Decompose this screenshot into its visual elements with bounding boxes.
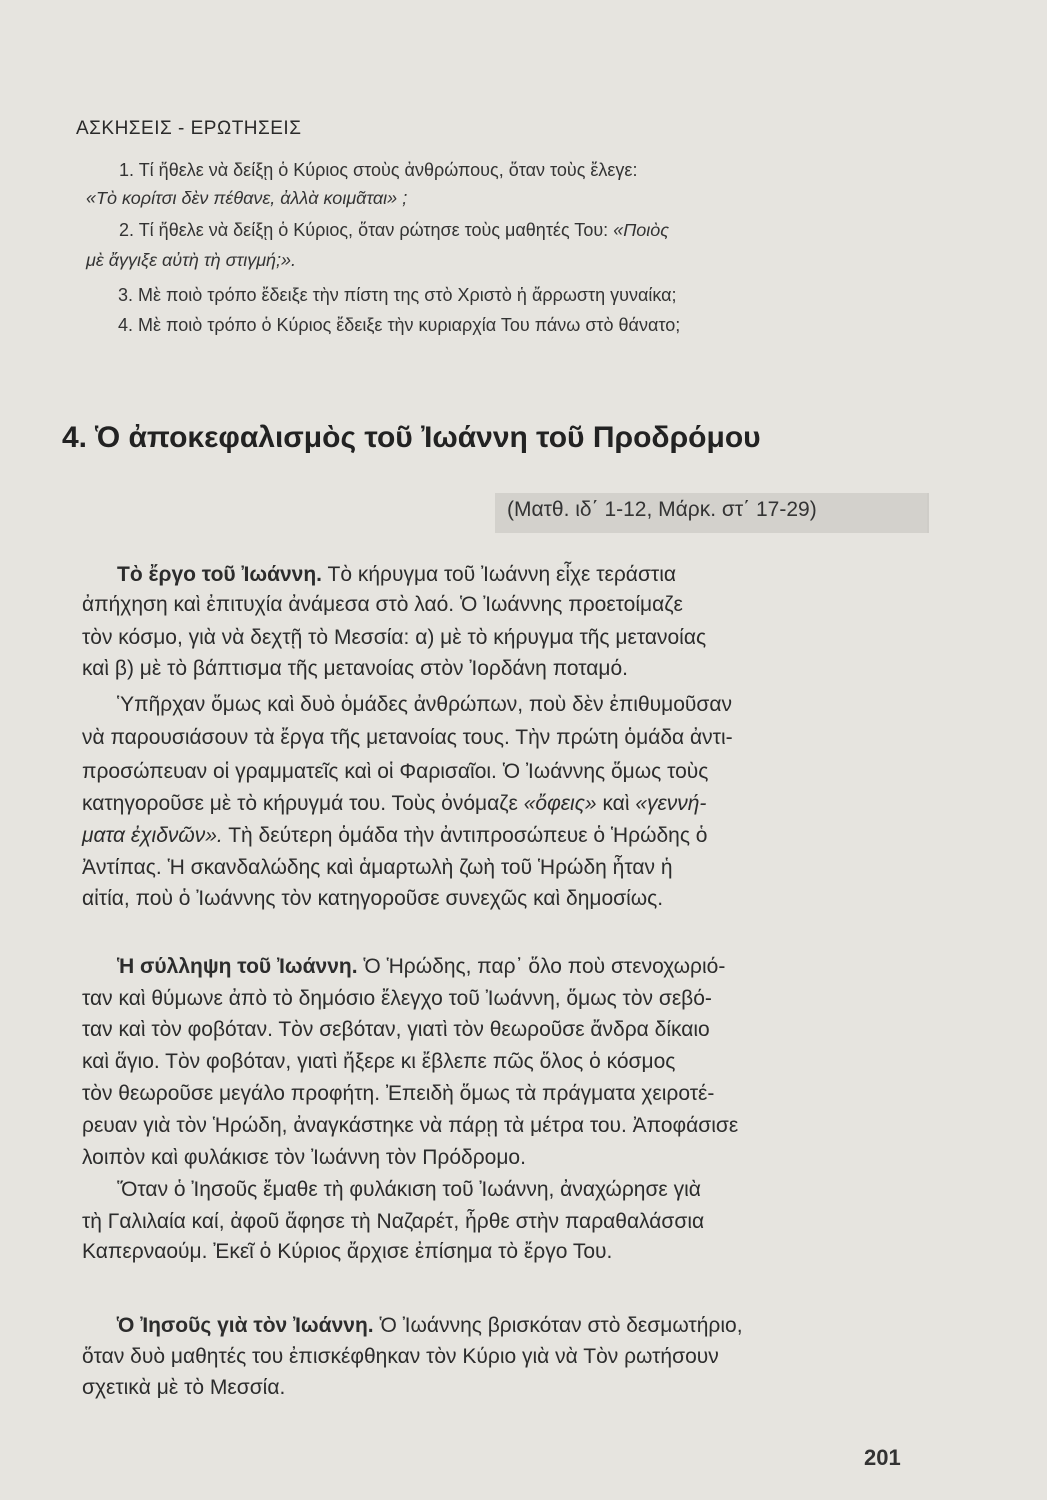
- paragraph-line: [117, 955, 725, 979]
- question-1-quote: «Τὸ κορίτσι δὲν πέθανε, ἀλλὰ κοιμᾶται» ;: [86, 188, 408, 208]
- question-2: [119, 220, 669, 241]
- lesson-title: 4. Ὁ ἀποκεφαλισμὸς τοῦ Ἰωάννη τοῦ Προδρόμου: [62, 421, 761, 454]
- question-3: 3. Μὲ ποιὸ τρόπο ἔδειξε τὴν πίστη της στὸ Χριστὸ ἡ ἄρρωστη γυναίκα;: [118, 285, 677, 305]
- paragraph-line: ὅταν δυὸ μαθητές του ἐπισκέφθηκαν τὸν Κύριο γιὰ νὰ Τὸν ρωτήσουν: [82, 1345, 719, 1368]
- paragraph-line: προσώπευαν οἱ γραμματεῖς καὶ οἱ Φαρισαῖοι. Ὁ Ἰωάννης ὅμως τοὺς: [82, 760, 709, 783]
- paragraph-line: [117, 1314, 743, 1338]
- scripture-reference: (Ματθ. ιδ΄ 1-12, Μάρκ. στ΄ 17-29): [507, 498, 817, 521]
- paragraph-line: Ὑπῆρχαν ὅμως καὶ δυὸ ὁμάδες ἀνθρώπων, ποὺ δὲν ἐπιθυμοῦσαν: [117, 693, 732, 716]
- paragraph-line: αἰτία, ποὺ ὁ Ἰωάννης τὸν κατηγοροῦσε συνεχῶς καὶ δημοσίως.: [82, 887, 664, 910]
- paragraph-line: ταν καὶ θύμωνε ἀπὸ τὸ δημόσιο ἔλεγχο τοῦ Ἰωάννη, ὅμως τὸν σεβό-: [82, 987, 712, 1010]
- paragraph-heading: Τὸ ἔργο τοῦ Ἰωάννη.: [117, 563, 323, 586]
- question-1: 1. Τί ἤθελε νὰ δείξῃ ὁ Κύριος στοὺς ἀνθρώπους, ὅταν τοὺς ἔλεγε:: [119, 160, 638, 180]
- paragraph-line: [82, 792, 706, 816]
- paragraph-heading: Ἡ σύλληψη τοῦ Ἰωάννη.: [117, 955, 358, 978]
- paragraph-line: σχετικὰ μὲ τὸ Μεσσία.: [82, 1376, 286, 1399]
- page-number: 201: [864, 1445, 901, 1470]
- paragraph-line: Καπερναούμ. Ἐκεῖ ὁ Κύριος ἄρχισε ἐπίσημα τὸ ἔργο Του.: [82, 1240, 613, 1263]
- paragraph-line: ταν καὶ τὸν φοβόταν. Τὸν σεβόταν, γιατὶ τὸν θεωροῦσε ἄνδρα δίκαιο: [82, 1018, 710, 1041]
- paragraph-text: Ὁ Ἡρώδης, παρ᾽ ὅλο ποὺ στενοχωριό-: [363, 955, 726, 978]
- quote-brood: «γεννή-: [635, 792, 707, 815]
- quote-vipers: «ὄφεις»: [523, 792, 597, 815]
- paragraph-line: νὰ παρουσιάσουν τὰ ἔργα τῆς μετανοίας τους. Τὴν πρώτη ὁμάδα ἀντι-: [82, 726, 733, 749]
- paragraph-line: καὶ ἅγιο. Τὸν φοβόταν, γιατὶ ἤξερε κι ἔβλεπε πῶς ὅλος ὁ κόσμος: [82, 1050, 676, 1073]
- paragraph-text: Τὴ δεύτερη ὁμάδα τὴν ἀντιπροσώπευε ὁ Ἡρώδης ὁ: [228, 824, 708, 847]
- paragraph-line: τὸν θεωροῦσε μεγάλο προφήτη. Ἐπειδὴ ὅμως τὰ πράγματα χειροτέ-: [82, 1082, 715, 1105]
- paragraph-line: τὴ Γαλιλαία καί, ἀφοῦ ἄφησε τὴ Ναζαρέτ, ἦρθε στὴν παραθαλάσσια: [82, 1210, 705, 1233]
- paragraph-heading: Ὁ Ἰησοῦς γιὰ τὸν Ἰωάννη.: [117, 1314, 374, 1337]
- paragraph-line: ἀπήχηση καὶ ἐπιτυχία ἀνάμεσα στὸ λαό. Ὁ Ἰωάννης προετοίμαζε: [82, 593, 683, 616]
- paragraph-line: Ὅταν ὁ Ἰησοῦς ἔμαθε τὴ φυλάκιση τοῦ Ἰωάννη, ἀναχώρησε γιὰ: [117, 1178, 701, 1201]
- paragraph-line: ρευαν γιὰ τὸν Ἡρώδη, ἀναγκάστηκε νὰ πάρῃ τὰ μέτρα του. Ἀποφάσισε: [82, 1114, 739, 1137]
- paragraph-text: Τὸ κήρυγμα τοῦ Ἰωάννη εἶχε τεράστια: [327, 563, 677, 586]
- paragraph-line: καὶ β) μὲ τὸ βάπτισμα τῆς μετανοίας στὸν Ἰορδάνη ποταμό.: [82, 657, 629, 680]
- paragraph-line: [82, 824, 708, 848]
- paragraph-text: καὶ: [602, 792, 630, 815]
- paragraph-line: [117, 563, 676, 587]
- exercises-heading: ΑΣΚΗΣΕΙΣ - ΕΡΩΤΗΣΕΙΣ: [76, 118, 302, 139]
- paragraph-line: Ἀντίπας. Ἡ σκανδαλώδης καὶ ἁμαρτωλὴ ζωὴ τοῦ Ἡρώδη ἦταν ἡ: [82, 856, 673, 879]
- question-2-text: 2. Τί ἤθελε νὰ δείξῃ ὁ Κύριος, ὅταν ρώτησε τοὺς μαθητές Του:: [119, 220, 609, 240]
- question-4: 4. Μὲ ποιὸ τρόπο ὁ Κύριος ἔδειξε τὴν κυριαρχία Του πάνω στὸ θάνατο;: [118, 315, 681, 335]
- question-2-quote-start: «Ποιὸς: [613, 220, 670, 240]
- paragraph-line: τὸν κόσμο, γιὰ νὰ δεχτῇ τὸ Μεσσία: α) μὲ τὸ κήρυγμα τῆς μετανοίας: [82, 626, 707, 649]
- question-2-quote-end: μὲ ἄγγιξε αὐτὴ τὴ στιγμή;».: [86, 250, 297, 270]
- paragraph-text: Ὁ Ἰωάννης βρισκόταν στὸ δεσμωτήριο,: [379, 1314, 743, 1337]
- paragraph-line: λοιπὸν καὶ φυλάκισε τὸν Ἰωάννη τὸν Πρόδρομο.: [82, 1146, 526, 1169]
- quote-brood-end: ματα ἐχιδνῶν».: [82, 824, 223, 847]
- paragraph-text: κατηγοροῦσε μὲ τὸ κήρυγμά του. Τοὺς ὀνόμαζε: [82, 792, 518, 815]
